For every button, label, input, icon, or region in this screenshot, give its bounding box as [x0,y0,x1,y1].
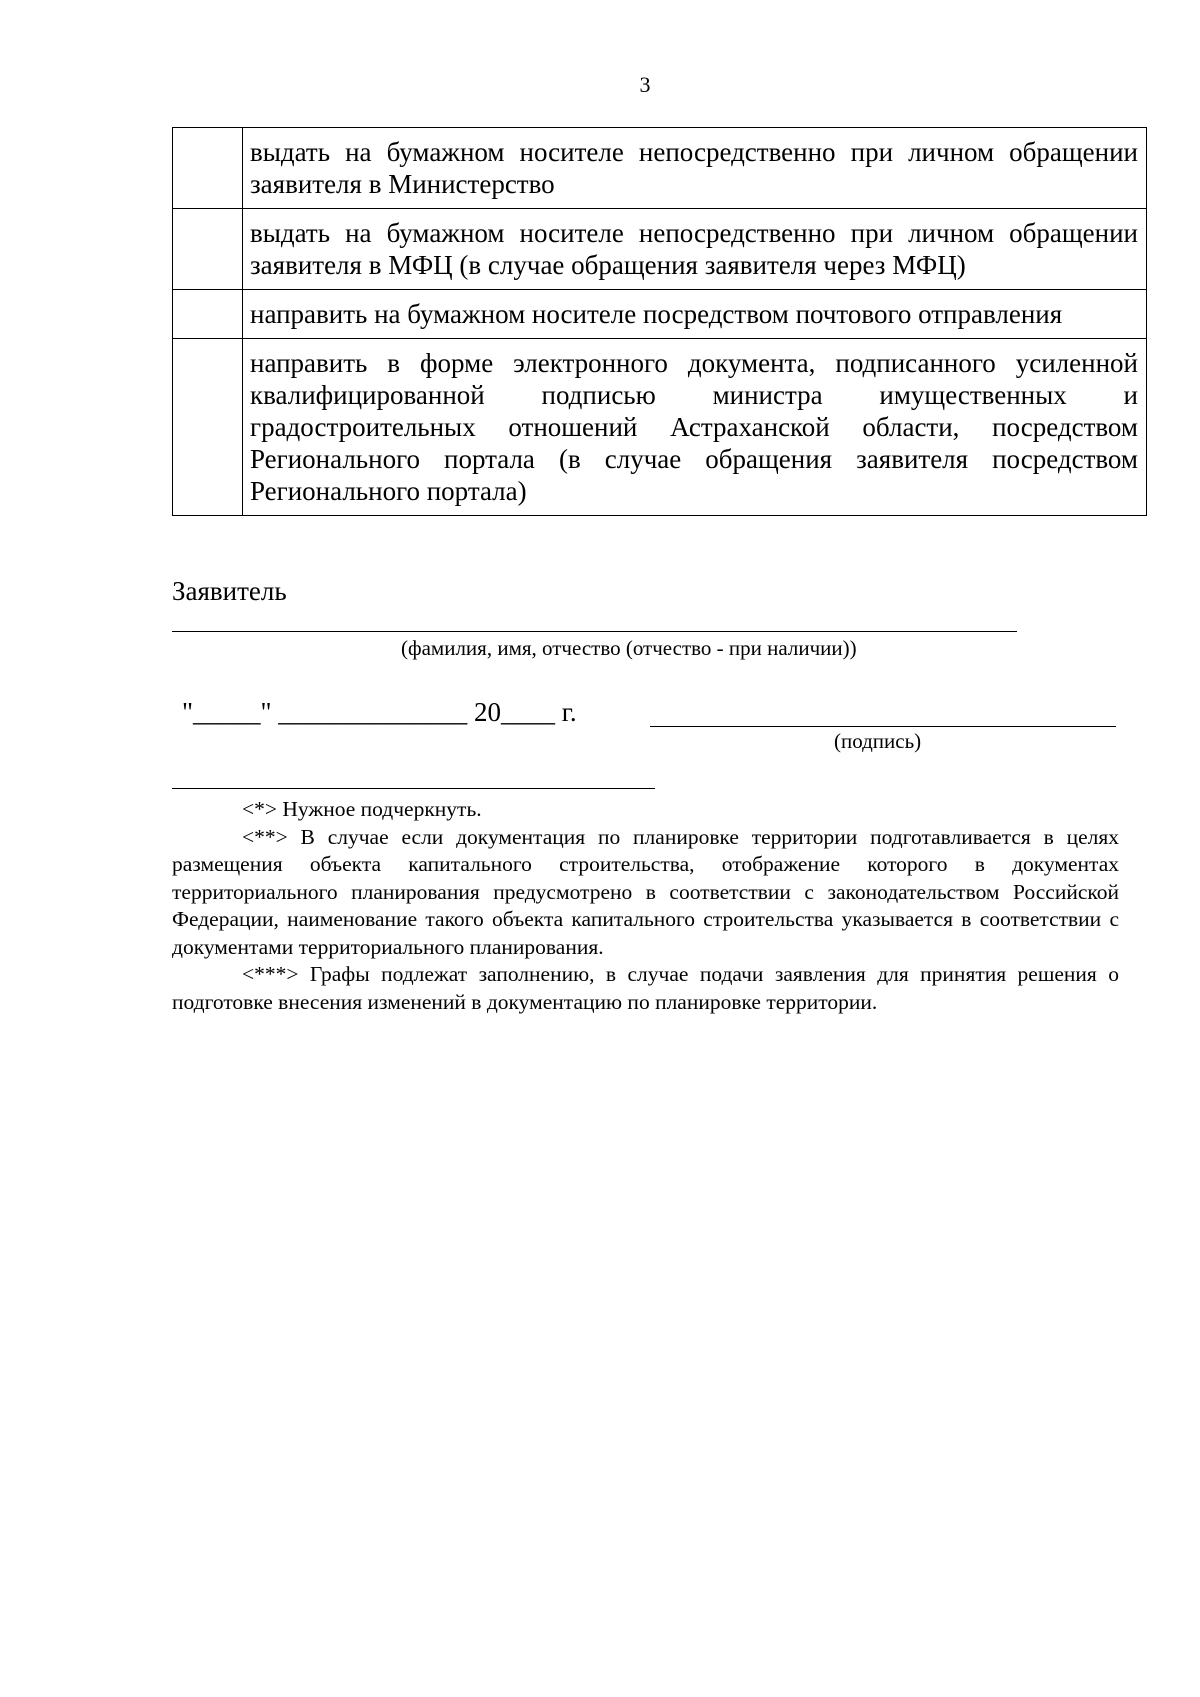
footnote-separator [172,788,655,789]
footnote-item: <*> Нужное подчеркнуть. [242,797,482,821]
applicant-label: Заявитель [172,576,287,606]
table-row [173,290,1147,339]
date-field[interactable]: "_____" ______________ 20____ г. [182,697,577,727]
applicant-name-line[interactable] [172,631,1017,632]
footnote-item: <**> В случае если документация по планировке территории подготавливается в целях размещения объекта капитального строительства, отображение которого в документах территориального планирования предусмотрено в соответствии с законодательством Российской Федерации, наименование такого объекта капитального строительства указывается в соответствии с документами территориального планирования. [172,824,1119,959]
option-text: направить на бумажном носителе посредством почтового отправления [243,290,1147,339]
delivery-options-table [172,127,1147,516]
table-row [173,209,1147,290]
checkbox-cell[interactable] [173,339,243,516]
footnotes [172,796,1119,1016]
table-row [173,339,1147,516]
option-text: направить в форме электронного документа, подписанного усиленной квалифицированной подписью министра имущественных и градостроительных отношений Астраханской области, посредством Регионального портала (в случае обращения заявителя посредством Регионального портала) [243,339,1147,516]
table-row [173,128,1147,209]
applicant-name-caption: (фамилия, имя, отчество (отчество - при наличии)) [401,636,857,660]
footnote-item: <***> Графы подлежат заполнению, в случае подачи заявления для принятия решения о подготовке внесения изменений в документацию по планировке территории. [172,962,1119,1014]
page-number: 3 [639,72,651,97]
option-text: выдать на бумажном носителе непосредственно при личном обращении заявителя в Министерство [243,128,1147,209]
signature-caption: (подпись) [834,729,922,753]
signature-line[interactable] [650,726,1116,727]
checkbox-cell[interactable] [173,209,243,290]
option-text: выдать на бумажном носителе непосредственно при личном обращении заявителя в МФЦ (в случае обращения заявителя через МФЦ) [243,209,1147,290]
checkbox-cell[interactable] [173,128,243,209]
checkbox-cell[interactable] [173,290,243,339]
